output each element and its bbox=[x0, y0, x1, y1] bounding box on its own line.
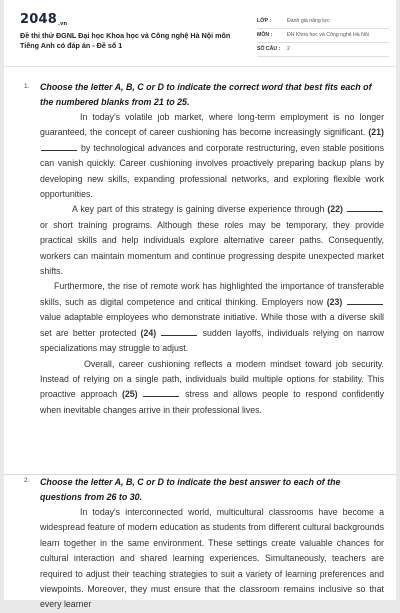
question-instruction: Choose the letter A, B, C or D to indicate the correct word that best fits each of the numbered blanks from 21 to 25. bbox=[40, 82, 372, 107]
answer-blank bbox=[41, 143, 77, 151]
passage-text: Overall, career cushioning reflects a modern mindset toward job security. Instead of relying on a single path, individuals build multiple options for stability. This proactive approach bbox=[40, 358, 384, 400]
meta-key: MÔN : bbox=[257, 32, 273, 38]
logo-suffix: .vn bbox=[57, 21, 68, 27]
passage-text: A key part of this strategy is gaining diverse experience through bbox=[72, 204, 328, 215]
meta-key: SỐ CÂU : bbox=[257, 46, 281, 52]
answer-blank bbox=[347, 204, 383, 212]
blank-number: (21) bbox=[368, 127, 384, 138]
passage-text: by technological advances and corporate restructuring, even stable positions can vanish quickly. Career cushioning involves proactively preparing backup plans by developing new skills, expanding professional networks, and exploring flexible work opportunities. bbox=[40, 142, 384, 200]
passage-text: value adaptable employees who demonstrate initiative. While those with a diverse skill set are better protected bbox=[40, 312, 384, 338]
passage-paragraph: In today's interconnected world, multicultural classrooms have become a widespread feature of modern education as students from different cultural backgrounds learn together in the same environment. These settings create valuable chances for cultural interaction and shared learning experiences. Simultaneously, teachers are required to adjust their teaching strategies to suit a variety of learning preferences and viewpoints. Moreover, they must ensure that the classroom remains inclusive so that every learner bbox=[40, 507, 384, 610]
meta-row-class bbox=[257, 15, 389, 29]
passage-paragraph bbox=[40, 357, 384, 419]
passage-paragraph bbox=[40, 202, 384, 279]
passage-text: In today's volatile job market, where long-term employment is no longer guaranteed, the concept of career cushioning has become increasingly significant. bbox=[40, 112, 384, 138]
exam-meta bbox=[257, 15, 389, 57]
question-instruction: Choose the letter A, B, C or D to indicate the best answer to each of the questions from 26 to 30. bbox=[40, 477, 341, 502]
question-number: 1. bbox=[24, 83, 30, 90]
passage-text: sudden layoffs, individuals relying on narrow specializations may struggle to adjust. bbox=[40, 327, 384, 354]
meta-value: Đánh giá năng lực bbox=[287, 18, 330, 24]
meta-value: ĐH Khoa học và Công nghệ Hà Nội bbox=[287, 32, 369, 38]
passage-paragraph bbox=[40, 279, 384, 356]
meta-row-subject bbox=[257, 29, 389, 43]
blank-number: (25) bbox=[121, 389, 138, 400]
page-header bbox=[4, 0, 396, 66]
blank-number: (22) bbox=[327, 204, 343, 215]
meta-row-question-count bbox=[257, 43, 389, 57]
passage-text: stress and allows people to respond confidently when inevitable changes arrive in their professional lives. bbox=[40, 389, 384, 415]
answer-blank bbox=[347, 297, 383, 305]
site-logo[interactable] bbox=[20, 12, 67, 27]
reading-passage bbox=[40, 505, 384, 613]
passage-text: Furthermore, the rise of remote work has highlighted the importance of transferable skills, such as digital competence and critical thinking. Employers now bbox=[40, 281, 384, 307]
passage-paragraph bbox=[40, 110, 384, 202]
exam-title: Đề thi thử ĐGNL Đại học Khoa học và Công nghệ Hà Nội môn Tiếng Anh có đáp án - Đề số 1 bbox=[20, 31, 231, 50]
passage-text: or short training programs. Although these roles may be temporary, they provide practical skills and help individuals explore alternative career paths. Consequently, workers can maintain momentum and continue progressing despite unexpected market shifts. bbox=[40, 219, 384, 277]
answer-blank bbox=[161, 328, 197, 336]
question-number: 2. bbox=[24, 477, 30, 484]
blank-number: (23) bbox=[326, 296, 343, 307]
logo-text: 2048 bbox=[20, 12, 57, 27]
meta-value: 2 bbox=[287, 46, 290, 52]
document-page bbox=[4, 0, 396, 610]
header-divider bbox=[4, 66, 396, 67]
reading-passage bbox=[40, 110, 384, 418]
meta-key: LỚP : bbox=[257, 18, 272, 24]
question-2 bbox=[4, 474, 396, 610]
answer-blank bbox=[143, 389, 179, 397]
blank-number: (24) bbox=[140, 327, 157, 338]
